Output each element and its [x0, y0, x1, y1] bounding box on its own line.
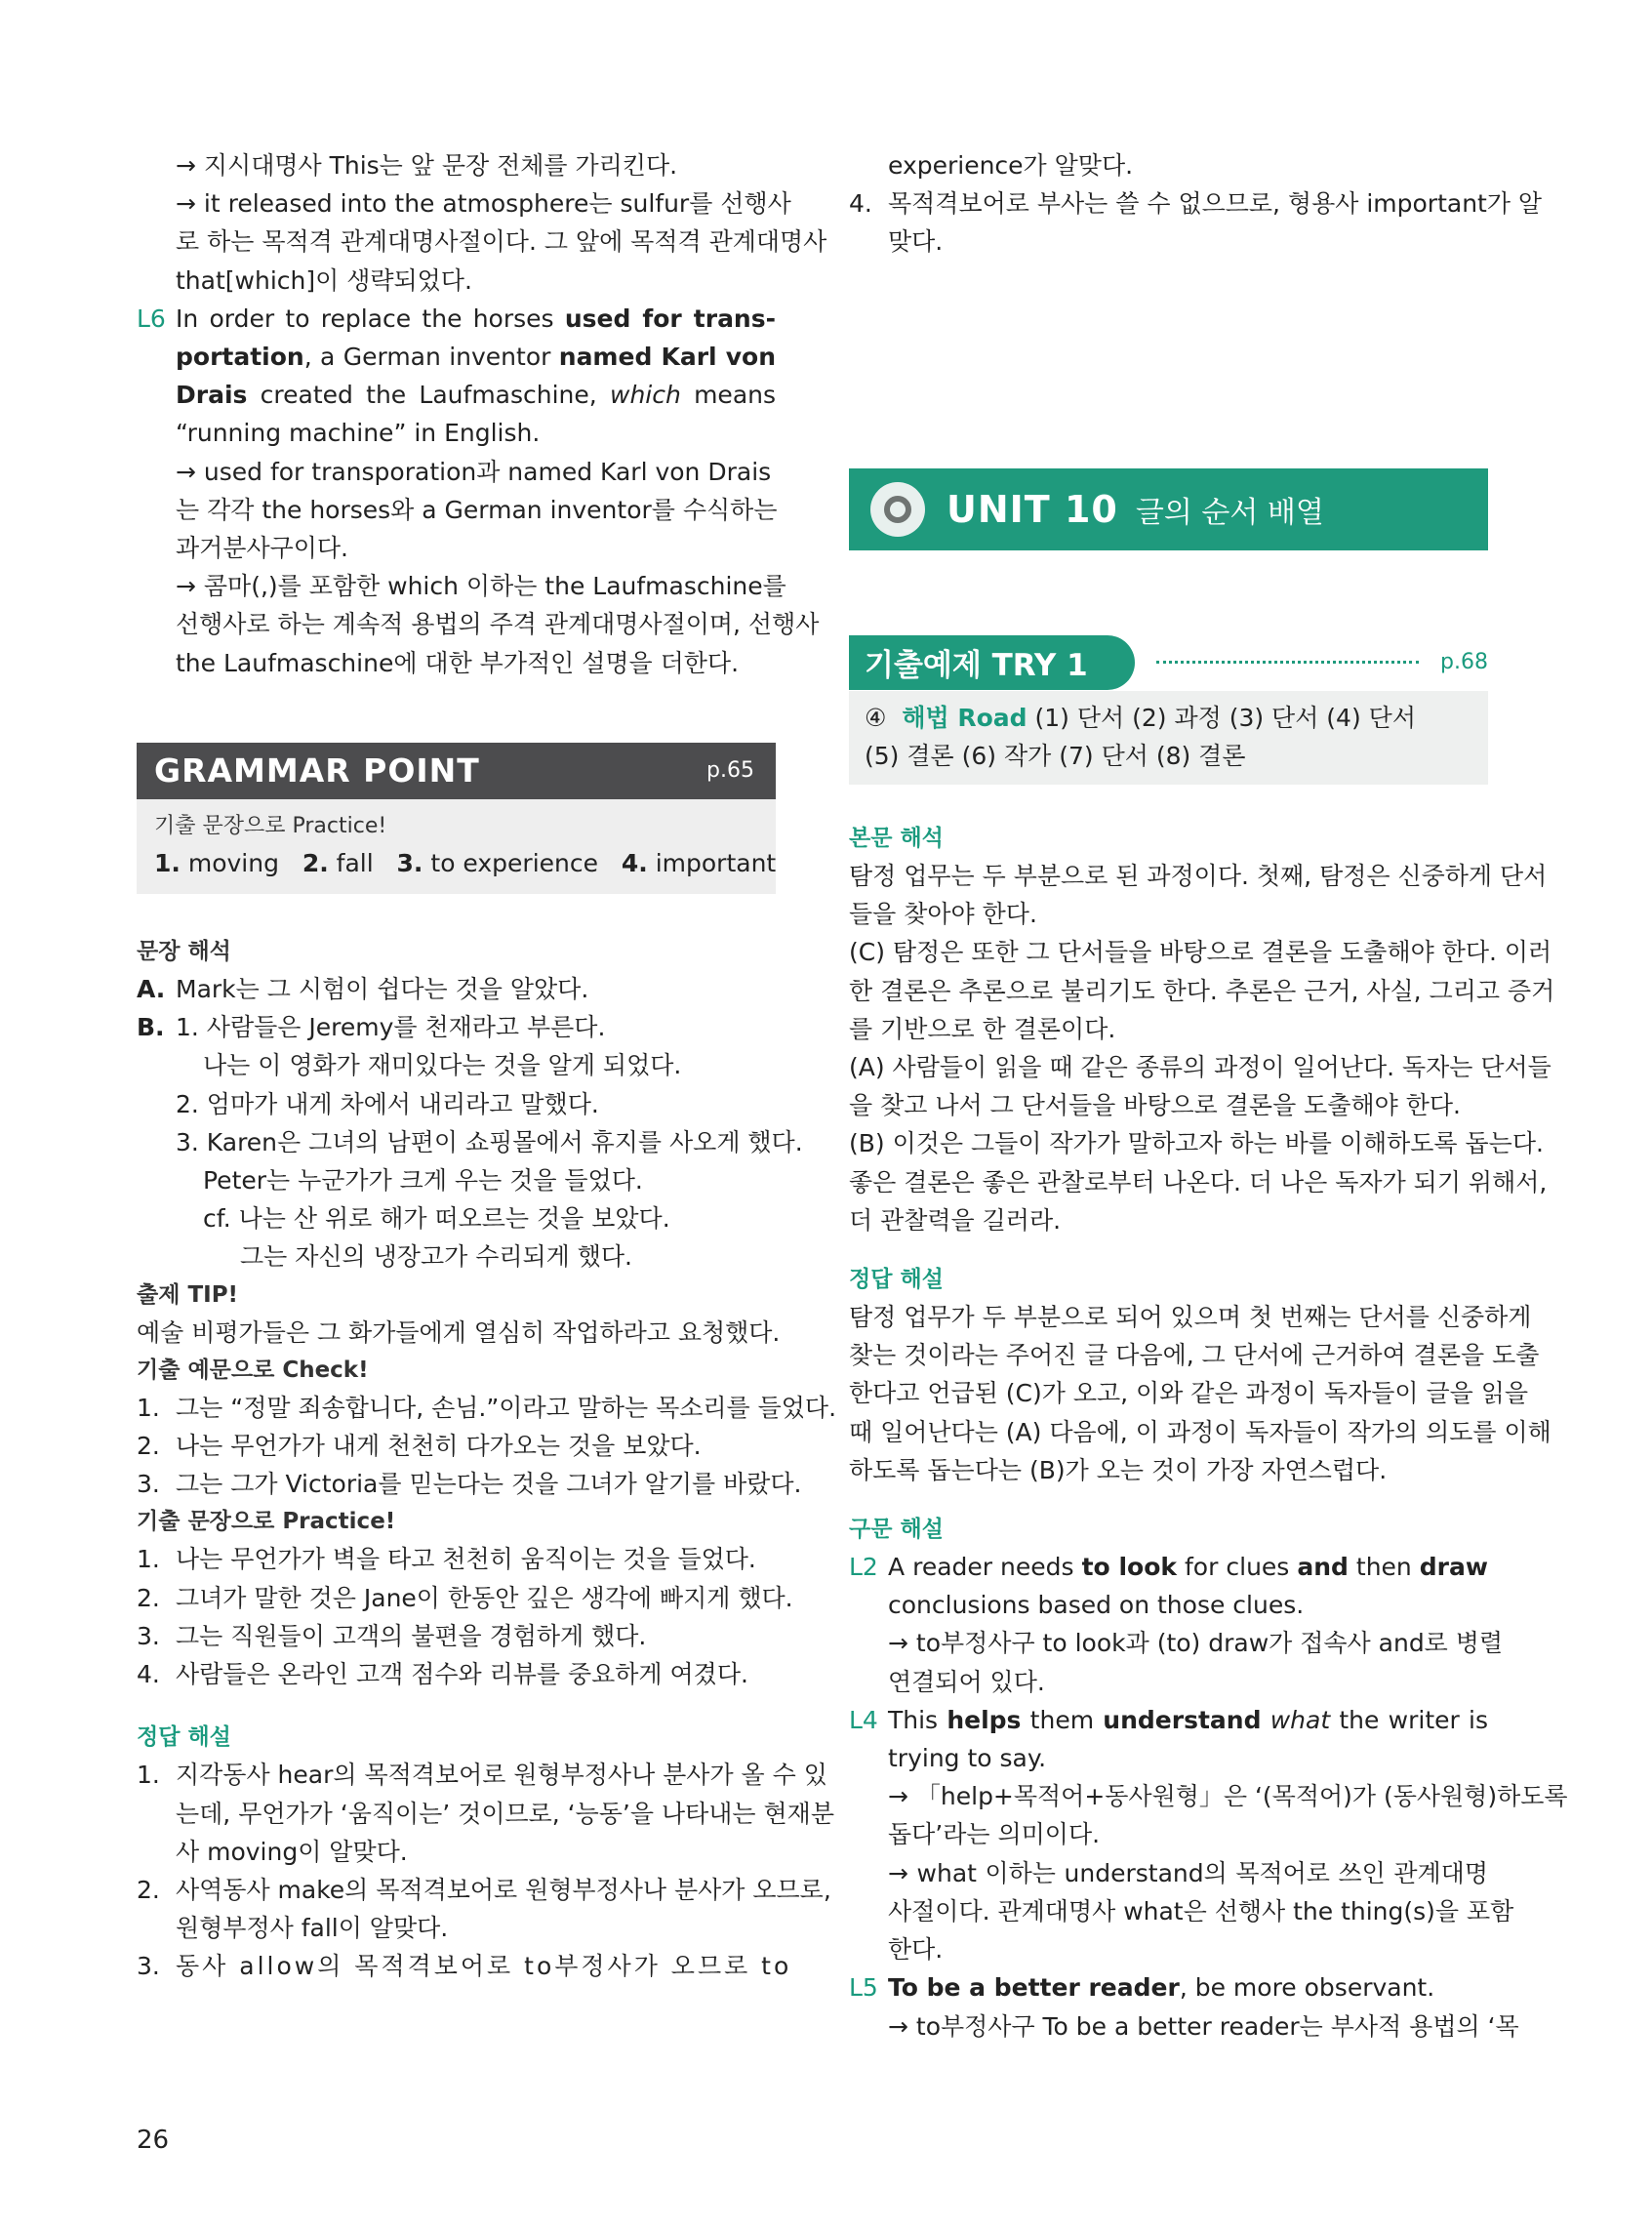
text-line: 로 하는 목적격 관계대명사절이다. 그 앞에 목적격 관계대명사: [176, 227, 827, 257]
text-line: 예술 비평가들은 그 화가들에게 열심히 작업하라고 요청했다.: [137, 1317, 781, 1347]
note-line: → to부정사구 To be a better reader는 부사적 용법의 ‘목: [888, 2011, 1519, 2041]
grammar-point-answers: [137, 799, 776, 894]
page-number: 26: [137, 2126, 170, 2155]
text-line: experience가 알맞다.: [888, 151, 1134, 180]
list-item: [137, 1427, 776, 1465]
section-label: 정답 해설: [137, 1724, 231, 1751]
text-line: 때 일어난다는 (A) 다음에, 이 과정이 독자들이 작가의 의도를 이해: [849, 1417, 1551, 1446]
unit-subtitle: 글의 순서 배열: [1135, 495, 1324, 530]
text-line: 찾는 것이라는 주어진 글 다음에, 그 단서에 근거하여 결론을 도출: [849, 1341, 1540, 1370]
text-run: means: [680, 381, 777, 410]
text-line: 한다고 언급된 (C)가 오고, 이와 같은 과정이 독자들이 글을 읽을: [849, 1379, 1529, 1408]
note-line: 연결되어 있다.: [888, 1667, 1045, 1696]
answer-number: 4.: [621, 848, 648, 877]
list-item: [137, 1389, 837, 1427]
text-run: for clues: [1177, 1553, 1298, 1582]
text-run: 사람들은 온라인 고객 점수와 리뷰를 중요하게 여겼다.: [176, 1660, 748, 1689]
text-line: (5) 결론 (6) 작가 (7) 단서 (8) 결론: [865, 741, 1246, 770]
text-line: 탐정 업무가 두 부분으로 되어 있으며 첫 번째는 단서를 신중하게: [849, 1303, 1532, 1332]
text-line: 를 기반으로 한 결론이다.: [849, 1014, 1116, 1043]
text-line: 원형부정사 fall이 알맞다.: [176, 1914, 449, 1943]
try-header: [849, 634, 1488, 691]
text-line: 2. 엄마가 내게 차에서 내리라고 말했다.: [176, 1089, 599, 1118]
line-label: L5: [849, 1973, 878, 2003]
section-label: 출제 TIP!: [137, 1281, 239, 1308]
answer-text: fall: [336, 848, 374, 877]
text-run: portation: [176, 343, 304, 372]
text-run: draw: [1419, 1553, 1488, 1582]
answer-text: important: [655, 848, 777, 877]
line-label: L4: [849, 1705, 878, 1734]
note-line: 는 각각 the horses와 a German inventor를 수식하는: [176, 495, 778, 524]
text-run: This: [888, 1705, 947, 1734]
text-line: (B) 이것은 그들이 작가가 말하고자 하는 바를 이해하도록 돕는다.: [849, 1129, 1544, 1158]
line-ref-l5: [849, 1968, 1488, 2006]
road-label: 해법 Road: [902, 703, 1027, 732]
text-line: (C) 탐정은 또한 그 단서들을 바탕으로 결론을 도출해야 한다. 이러: [849, 938, 1552, 967]
try-page: p.68: [1440, 650, 1488, 675]
item-number: 3.: [137, 1470, 160, 1499]
try-title: 기출예제 TRY 1: [849, 635, 1135, 690]
text-run: created the Laufmaschine,: [247, 381, 610, 410]
section-label: 기출 문장으로 Practice!: [137, 1509, 396, 1535]
text-run: [1261, 1706, 1269, 1734]
item-number: 1.: [137, 1761, 160, 1790]
text-run: 지각동사 hear의 목적격보어로 원형부정사나 분사가 올 수 있: [176, 1761, 827, 1790]
note-line: the Laufmaschine에 대한 부가적인 설명을 더한다.: [176, 648, 740, 677]
text-line: [137, 1008, 776, 1046]
text-line: 맞다.: [888, 227, 944, 257]
text-run: 그는 “정말 죄송합니다, 손님.”이라고 말하는 목소리를 들었다.: [176, 1393, 837, 1422]
text-line: trying to say.: [888, 1744, 1047, 1773]
text-line: 하도록 돕는다는 (B)가 오는 것이 가장 자연스럽다.: [849, 1455, 1388, 1484]
note-line: 돕다’라는 의미이다.: [888, 1820, 1101, 1849]
answer-number: 1.: [154, 848, 181, 877]
text-line: that[which]이 생략되었다.: [176, 265, 472, 295]
text-line: 좋은 결론은 좋은 관찰로부터 나온다. 더 나은 독자가 되기 위해서,: [849, 1167, 1548, 1196]
text-run: the writer is: [1330, 1705, 1488, 1734]
text-run: Mark는 그 시험이 쉽다는 것을 알았다.: [176, 975, 589, 1004]
text-run: named Karl von: [558, 343, 776, 372]
line-ref-l2: [849, 1548, 1488, 1586]
answer-text: to experience: [430, 848, 598, 877]
text-run: then: [1348, 1553, 1420, 1582]
list-item: [137, 1947, 792, 1985]
item-number: 1.: [137, 1393, 160, 1422]
answer-row: [154, 844, 777, 882]
text-line: [137, 970, 776, 1008]
list-item: [137, 1540, 776, 1578]
text-run: A reader needs: [888, 1553, 1082, 1582]
text-line: [137, 338, 776, 376]
text-line: 탐정 업무는 두 부분으로 된 과정이다. 첫째, 탐정은 신중하게 단서: [849, 862, 1548, 891]
item-number: 4.: [137, 1660, 160, 1689]
text-line: 나는 이 영화가 재미있다는 것을 알게 되었다.: [203, 1051, 682, 1080]
list-item: [137, 1756, 827, 1794]
text-run: 동사 allow의 목적격보어로 to부정사가 오므로 to: [176, 1952, 792, 1981]
text-run: and: [1297, 1553, 1349, 1582]
item-marker: B.: [137, 1013, 165, 1042]
note-line: 선행사로 하는 계속적 용법의 주격 관계대명사절이며, 선행사: [176, 610, 820, 639]
text-run: 그녀가 말한 것은 Jane이 한동안 깊은 생각에 빠지게 했다.: [176, 1583, 793, 1612]
text-run: , be more observant.: [1179, 1973, 1435, 2003]
text-run: which: [610, 381, 681, 410]
text-line: cf. 나는 산 위로 해가 떠오르는 것을 보았다.: [203, 1204, 670, 1234]
text-run: to look: [1081, 1553, 1177, 1582]
answer-mark: ④: [865, 703, 887, 732]
note-line: 사절이다. 관계대명사 what은 선행사 the thing(s)을 포함: [888, 1896, 1514, 1925]
text-run: In order to replace the horses: [176, 304, 565, 333]
text-run: 1. 사람들은 Jeremy를 천재라고 부른다.: [176, 1013, 606, 1042]
line-label: L2: [849, 1553, 878, 1582]
item-number: 2.: [137, 1583, 160, 1612]
list-item: [137, 1579, 793, 1617]
note-line: → used for transporation과 named Karl von Drais: [176, 457, 772, 486]
item-marker: A.: [137, 975, 166, 1004]
disc-icon: [870, 482, 925, 537]
note-line: → 콤마(,)를 포함한 which 이하는 the Laufmaschine를: [176, 572, 786, 601]
item-number: 3.: [137, 1952, 160, 1981]
item-number: 1.: [137, 1545, 160, 1574]
text-run: 목적격보어로 부사는 쓸 수 없으므로, 형용사 important가 알: [888, 189, 1543, 219]
text-line: 더 관찰력을 길러라.: [849, 1205, 1062, 1235]
text-run: To be a better reader: [888, 1973, 1180, 2003]
text-line: Peter는 누군가가 크게 우는 것을 들었다.: [203, 1166, 643, 1196]
dotted-leader: [1156, 661, 1419, 664]
text-run: what: [1269, 1705, 1331, 1734]
text-line: [865, 699, 1472, 737]
note-line: 한다.: [888, 1935, 944, 1965]
note-line: → to부정사구 to look과 (to) draw가 접속사 and로 병렬: [888, 1629, 1504, 1658]
item-number: 2.: [137, 1875, 160, 1904]
text-run: them: [1021, 1705, 1104, 1734]
text-line: 는데, 무언가가 ‘움직이는’ 것이므로, ‘능동’을 나타내는 현재분: [176, 1799, 834, 1828]
text-run: understand: [1103, 1705, 1262, 1734]
section-label: 기출 예문으로 Check!: [137, 1357, 369, 1383]
left-column: [137, 146, 837, 1986]
text-run: 나는 무언가가 벽을 타고 천천히 움직이는 것을 들었다.: [176, 1545, 756, 1574]
text-run: 사역동사 make의 목적격보어로 원형부정사나 분사가 오므로,: [176, 1875, 831, 1904]
section-label: 문장 해석: [137, 939, 231, 965]
text-line: [137, 376, 776, 414]
grammar-point-header: [137, 743, 776, 799]
text-line: “running machine” in English.: [176, 419, 541, 448]
list-item: [137, 1871, 831, 1909]
text-line: 사 moving이 알맞다.: [176, 1837, 408, 1866]
text-line: 들을 찾아야 한다.: [849, 900, 1037, 929]
note-line: → 「help+목적어+동사원형」은 ‘(목적어)가 (동사원형)하도록: [888, 1782, 1568, 1811]
line-ref-l6: [137, 300, 776, 338]
text-line: (A) 사람들이 읽을 때 같은 종류의 과정이 일어난다. 독자는 단서들: [849, 1053, 1551, 1082]
list-item: [137, 1617, 776, 1655]
list-item: [137, 1655, 776, 1693]
section-label: 구문 해설: [849, 1517, 944, 1543]
section-label: 본문 해석: [849, 826, 944, 852]
text-run: used for trans-: [564, 304, 776, 333]
box-label: 기출 문장으로 Practice!: [154, 813, 387, 838]
text-run: (1) 단서 (2) 과정 (3) 단서 (4) 단서: [1034, 703, 1416, 732]
text-line: → it released into the atmosphere는 sulfur를 선행사: [176, 189, 791, 219]
text-line: → 지시대명사 This는 앞 문장 전체를 가리킨다.: [176, 151, 678, 180]
section-label: 정답 해설: [849, 1267, 944, 1293]
item-number: 4.: [849, 189, 872, 219]
answer-text: moving: [187, 848, 279, 877]
text-line: conclusions based on those clues.: [888, 1591, 1305, 1620]
grammar-point-title: GRAMMAR POINT: [154, 751, 480, 790]
item-number: 2.: [137, 1432, 160, 1461]
unit-title: UNIT 10: [947, 487, 1118, 531]
text-run: 그는 직원들이 고객의 불편을 경험하게 했다.: [176, 1621, 647, 1650]
text-line: 그는 자신의 냉장고가 수리되게 했다.: [240, 1242, 632, 1272]
note-line: 과거분사구이다.: [176, 534, 348, 563]
line-label: L6: [137, 304, 166, 333]
answer-number: 3.: [396, 848, 423, 877]
text-line: 을 찾고 나서 그 단서들을 바탕으로 결론을 도출해야 한다.: [849, 1091, 1461, 1120]
answer-number: 2.: [302, 848, 329, 877]
line-ref-l4: [849, 1701, 1488, 1739]
grammar-point-page: p.65: [706, 758, 754, 784]
text-line: 한 결론은 추론으로 불리기도 한다. 추론은 근거, 사실, 그리고 증거: [849, 976, 1555, 1005]
item-number: 3.: [137, 1621, 160, 1650]
text-line: 3. Karen은 그녀의 남편이 쇼핑몰에서 휴지를 사오게 했다.: [176, 1127, 803, 1156]
unit-header: [849, 468, 1488, 550]
text-run: 그는 그가 Victoria를 믿는다는 것을 그녀가 알기를 바랐다.: [176, 1470, 802, 1499]
right-column: [849, 146, 1568, 2046]
text-run: 나는 무언가가 내게 천천히 다가오는 것을 보았다.: [176, 1432, 702, 1461]
list-item: [137, 1465, 802, 1503]
text-run: helps: [947, 1705, 1022, 1734]
list-item: [849, 184, 1543, 223]
try-answer-box: [849, 691, 1488, 785]
note-line: → what 이하는 understand의 목적어로 쓰인 관계대명: [888, 1858, 1488, 1887]
text-run: Drais: [176, 381, 248, 410]
text-run: , a German inventor: [303, 343, 559, 372]
